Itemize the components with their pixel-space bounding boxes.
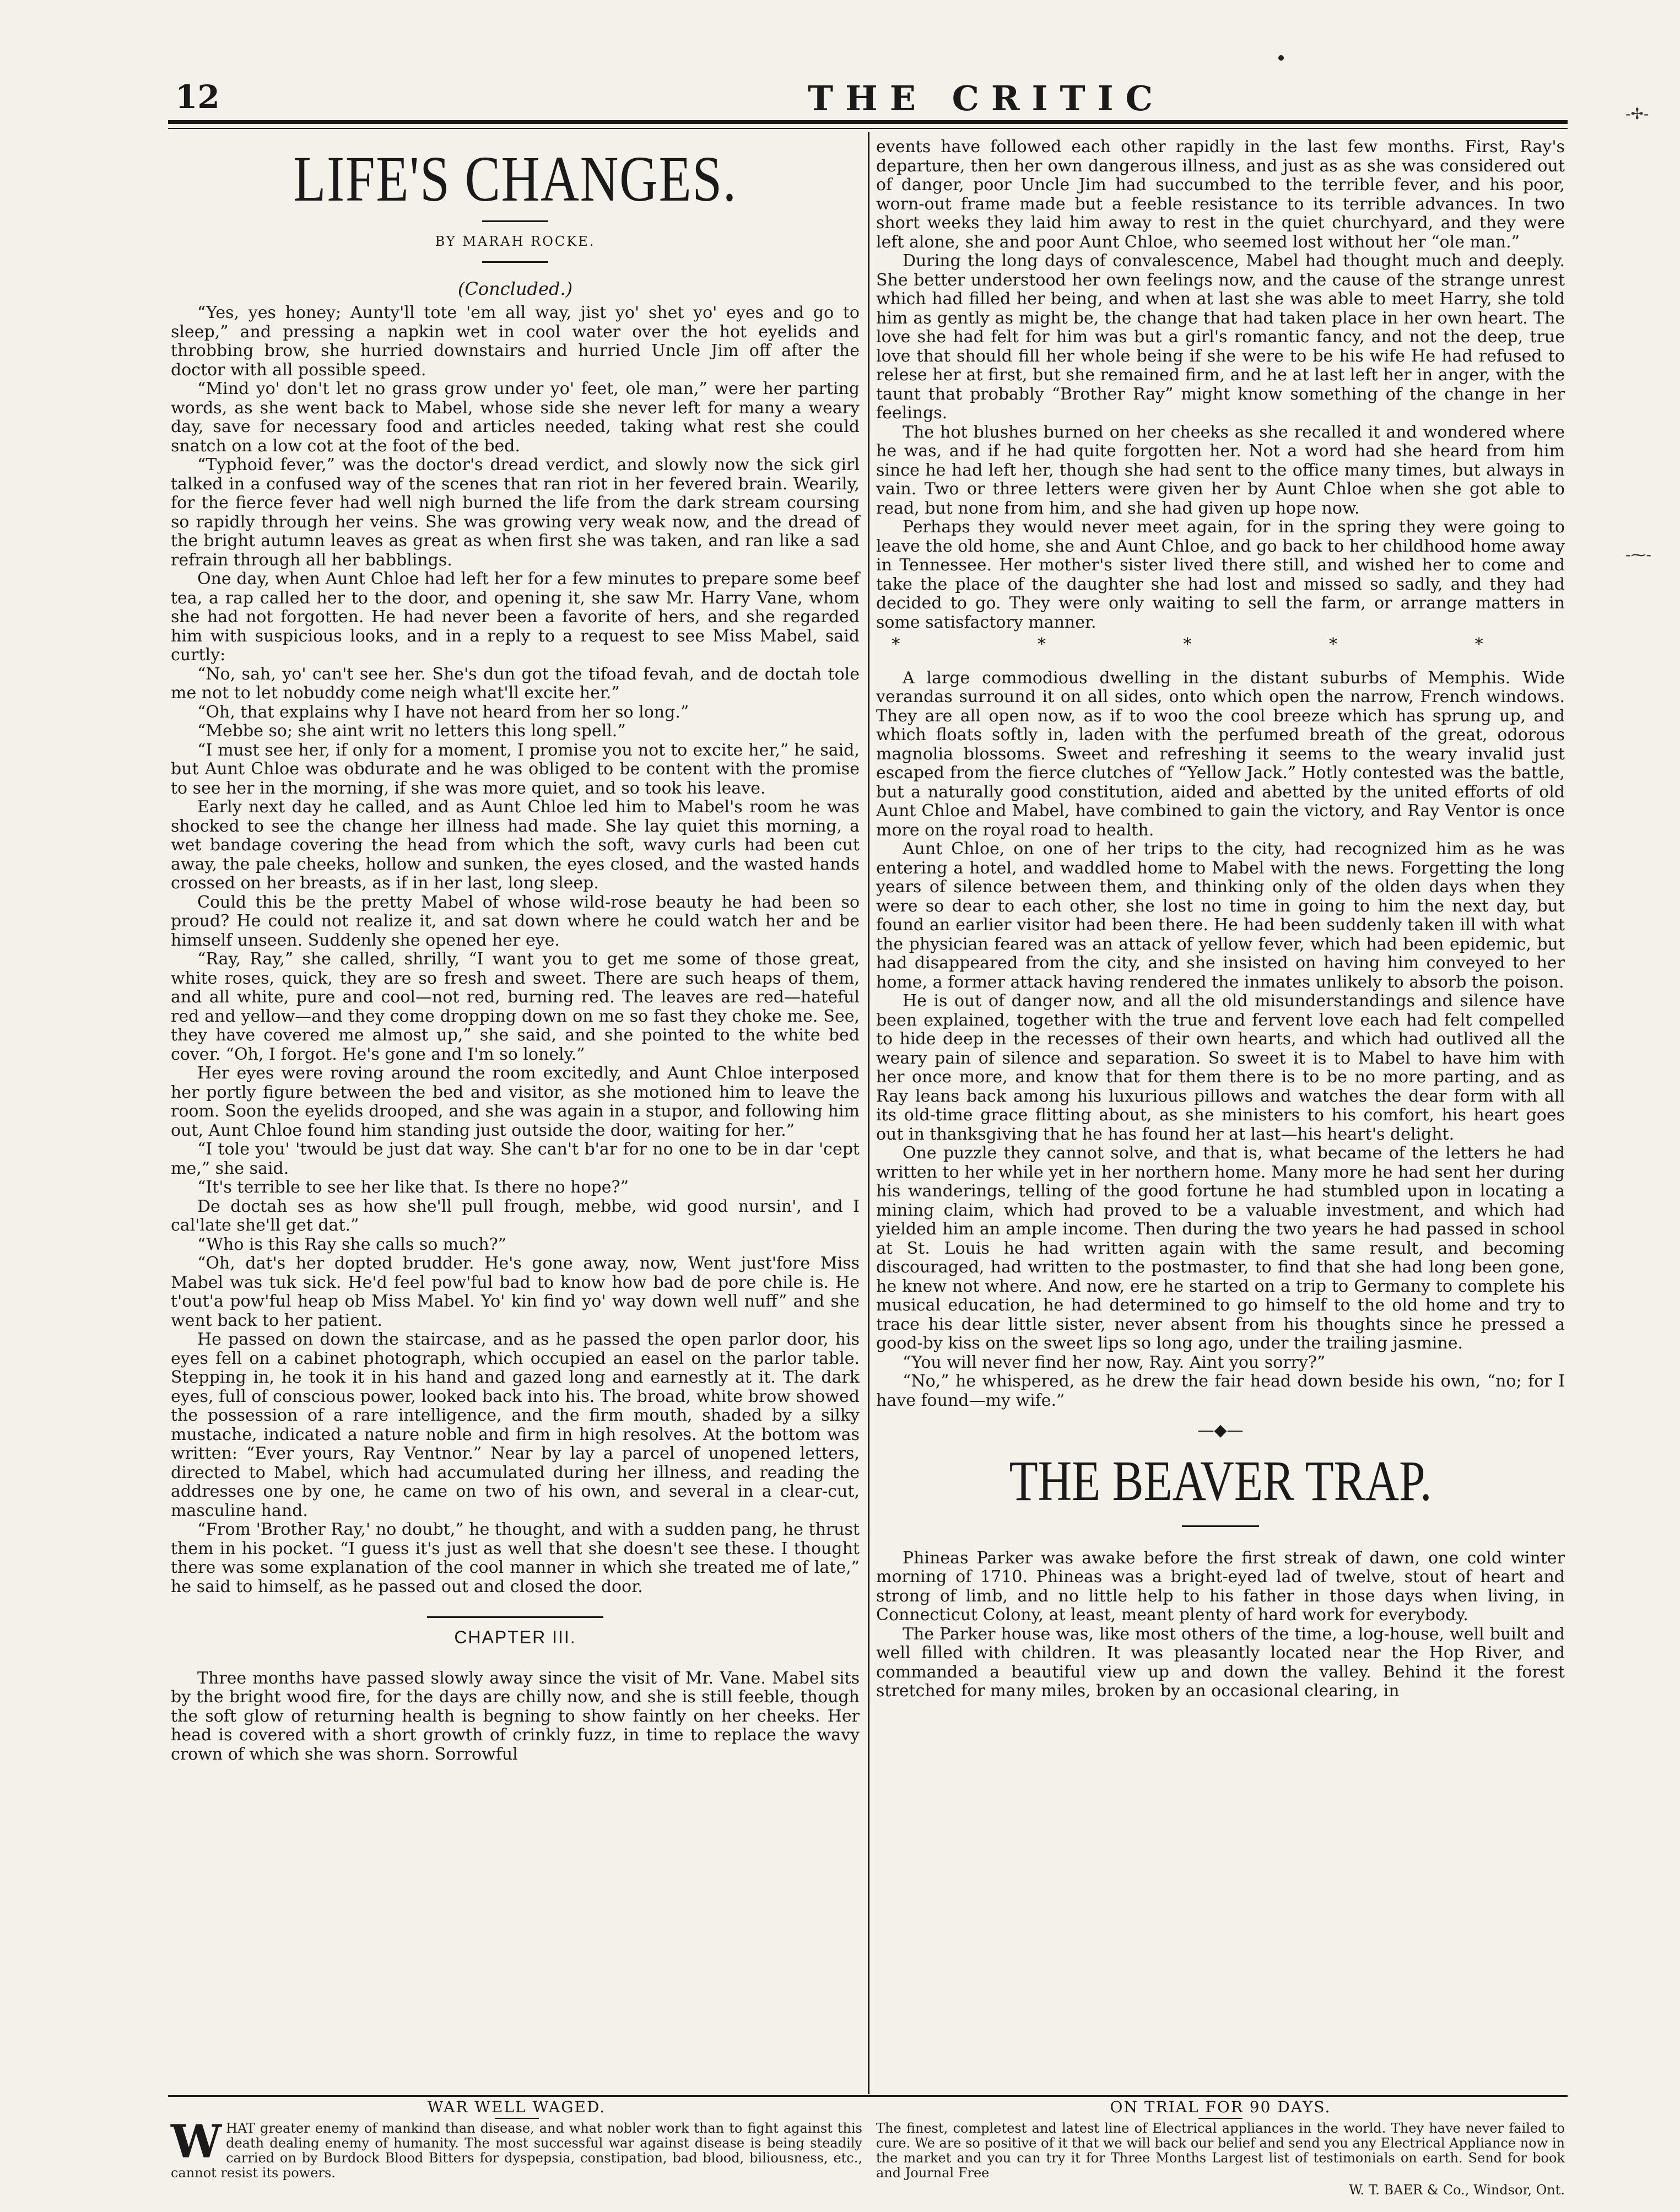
scan-speck [1278,55,1284,61]
page-number: 12 [175,78,220,116]
paragraph: “I must see her, if only for a moment, I promise you not to excite her,” he said, but Aunt Chloe was obdurate and he was obliged to be content with the promise to see her in the morning, if she was more quiet, and so took his leave. [171,740,860,798]
byline: BY MARAH ROCKE. [435,234,596,249]
paragraph: “Who is this Ray she calls so much?” [197,1234,507,1254]
paragraph: “Mind yo' don't let no grass grow under yo' feet, ole man,” were her parting words, as she went back to Mabel, whose side she never left for many a weary day, save for necessary food and articles needed, taking what rest she could snatch on a low cot at the foot of the bed. [171,379,860,456]
paragraph: The Parker house was, like most others of the time, a log-house, well built and well filled with children. It was pleasantly located near the Hop River, and commanded a beautiful view up and down the valley. Behind it the forest stretched for many miles, broken by an occasional clearing, in [876,1624,1565,1701]
advertisement-right [876,2100,1565,2198]
paragraph: One puzzle they cannot solve, and that is, what became of the letters he had written to her while yet in her northern home. Many more he had sent her during his wanderings, telling of the good fortune he had stumbled upon in locating a mining claim, which had proved to be a valuable investment, and which had yielded him an ample income. Then during the two years he had passed in school at St. Louis he had written again with the same result, and becoming discouraged, had written to the postmaster, to find that she had long been gone, he knew not where. And now, ere he started on a trip to Germany to complete his musical education, he had determined to go himself to the old home and try to trace his dear little sister, never absent from his thoughts since he pressed a good-by kiss on the sweet lips so long ago, under the trailing jasmine. [876,1143,1565,1353]
scan-mark: -⁓- [1625,546,1651,564]
paragraph: events have followed each other rapidly in the last few months. First, Ray's departure, then her own dangerous illness, and just as as she was considered out of danger, poor Uncle Jim had succumbed to the terrible fever, and his poor, worn-out frame made but a feeble resistance to its terrible advances. In two short weeks they laid him away to rest in the quiet churchyard, and they were left alone, she and poor Aunt Chloe, who seemed lost without her “ole man.” [876,137,1565,252]
ad-text: The finest, completest and latest line of Electrical appliances in the world. They have never failed to cure. We are so positive of it that we will back our belief and send you any Electrical Appliance now in the market and you can try it for Three Months Largest list of testimonials on earth. Send for book and Journal Free [876,2121,1565,2181]
ornament-divider: —◆— [1197,1421,1244,1440]
story-title: LIFE'S CHANGES. [293,143,737,215]
paragraph: “From 'Brother Ray,' no doubt,” he thought, and with a sudden pang, he thrust them in his pocket. “I guess it's just as well that she doesn't see these. I thought there was some explanation of the cool manner in which she treated me of late,” he said to himself, as he passed out and closed the door. [171,1520,860,1596]
title-rule [1182,1525,1259,1527]
scan-mark: -✢- [1625,105,1649,123]
story-title: THE BEAVER TRAP. [1009,1449,1432,1513]
paragraph: A large commodious dwelling in the distant suburbs of Memphis. Wide verandas surround it on all sides, onto which open the narrow, French windows. They are all open now, as if to woo the cool breeze which has sprung up, and which floats softly in, laden with the perfumed breath of the great, odorous magnolia blossoms. Sweet and refreshing it seems to the weary invalid just escaped from the fierce clutches of “Yellow Jack.” Hotly contested was the battle, but a naturally good constitution, aided and abetted by the united efforts of old Aunt Chloe and Mabel, have combined to gain the victory, and Ray Ventor is once more on the royal road to health. [876,668,1565,840]
paragraph: Her eyes were roving around the room excitedly, and Aunt Chloe interposed her portly figure between the bed and visitor, as she motioned him to leave the room. Soon the eyelids drooped, and she was again in a stupor, and following him out, Aunt Chloe found him standing just outside the door, waiting for her.” [171,1064,860,1140]
paragraph: “Oh, that explains why I have not heard from her so long.” [197,702,689,722]
paragraph: He is out of danger now, and all the old misunderstandings and silence have been explained, together with the true and fervent love each had felt compelled to hide deep in the recesses of their own hearts, and which had outlived all the weary pain of silence and separation. So sweet it is to Mabel to have him with her once more, and know that for them there is to be no more parting, and as Ray leans back among his luxurious pillows and watches the dear form with all its old-time grace flitting about, as she ministers to his comfort, his heart goes out in thanksgiving that he has found her at last—his heart's delight. [876,991,1565,1144]
ad-text: HAT greater enemy of mankind than disease, and what nobler work than to fight against this death dealing enemy of humanity. The most successful war against disease is being steadily carried on by Burdock Blood Bitters for dyspepsia, constipation, bad blood, biliousness, etc., cannot resist its powers. [171,2121,862,2181]
paragraph: Three months have passed slowly away since the visit of Mr. Vane. Mabel sits by the bright wood fire, for the days are chilly now, and she is still feeble, though the soft glow of returning health is begning to show faintly on her cheeks. Her head is covered with a short growth of crinkly fuzz, in time to replace the wavy crown of which she was shorn. Sorrowful [171,1668,860,1764]
paragraph: Perhaps they would never meet again, for in the spring they were going to leave the old home, she and Aunt Chloe, and go back to her childhood home away in Tennessee. Her mother's sister lived there still, and wished her to come and take the place of the daughter she had lost and missed so sadly, and they had decided to go. They were only waiting to sell the farm, or arrange matters in some satisfactory manner. [876,517,1565,632]
paragraph: “I tole you' 'twould be just dat way. She can't b'ar for no one to be in dar 'cept me,” she said. [171,1140,860,1178]
paragraph: “No,” he whispered, as he drew the fair head down beside his own, “no; for I have found—my wife.” [876,1372,1565,1410]
advertisement-left [171,2100,862,2181]
paragraph: One day, when Aunt Chloe had left her for a few minutes to prepare some beef tea, a rap called her to the door, and opening it, she saw Mr. Harry Vane, whom she had not forgotten. He had never been a favorite of hers, and she regarded him with suspicious looks, and in a reply to a request to see Miss Mabel, said curtly: [171,569,860,665]
paragraph: “No, sah, yo' can't see her. She's dun got the tifoad fevah, and de doctah tole me not to let nobuddy come neigh what'll excite her.” [171,664,860,703]
header-rule-thin [168,128,1568,129]
paragraph: He passed on down the staircase, and as he passed the open parlor door, his eyes fell on a cabinet photograph, which occupied an easel on the parlor table. Stepping in, he took it in his hand and gazed long and earnestly at it. The dark eyes, full of conscious power, looked back into his. The broad, white brow showed the possession of a rare intelligence, and the firm mouth, shaded by a silky mustache, indicated a nature noble and firm in high resolves. At the bottom was written: “Ever yours, Ray Ventnor.” Near by lay a parcel of unopened letters, directed to Mabel, which had accumulated during her illness, and reading the addresses one by one, he came on two of his own, and several in a clear-cut, masculine hand. [171,1330,860,1520]
concluded-note: (Concluded.) [457,278,573,299]
chapter-heading: CHAPTER III. [454,1627,576,1647]
ad-title-rule [1198,2118,1243,2119]
paragraph: “Yes, yes honey; Aunty'll tote 'em all way, jist yo' shet yo' eyes and go to sleep,” and pressing a napkin wet in cool water over the hot eyelids and throbbing brow, she hurried downstairs and hurried Uncle Jim off after the doctor with all possible speed. [171,303,860,380]
paragraph: “It's terrible to see her like that. Is there no hope?” [197,1178,629,1197]
masthead: THE CRITIC [808,78,1165,118]
ads-divider-rule [168,2095,1568,2097]
ad-signature: W. T. BAER & Co., Windsor, Ont. [1349,2182,1565,2198]
left-column [171,138,860,1764]
drop-cap: W [171,2116,222,2168]
paragraph: During the long days of convalescence, Mabel had thought much and deeply. She better understood her own feelings now, and the cause of the strange unrest which had filled her being, and when at last she was able to meet Harry, she told him as gently as might be, the change that had taken place in her own heart. The love she had felt for him was but a girl's romantic fancy, and not the deep, true love that should fill her whole being if she were to be his wife He had refused to relese her at first, but she remained firm, and he at last left her in anger, with the taunt that probably “Brother Ray” might know something of the change in her feelings. [876,251,1565,423]
paragraph: The hot blushes burned on her cheeks as she recalled it and wondered where he was, and if he had quite forgotten her. Not a word had she heard from him since he had left her, though she had sent to the office many times, but always in vain. Two or three letters were given her by Aunt Chloe when she got able to read, but none from him, and she had given up hope now. [876,422,1565,518]
paragraph: Aunt Chloe, on one of her trips to the city, had recognized him as he was entering a hotel, and waddled home to Mabel with the news. Forgetting the long years of silence between them, and thinking only of the olden days when they were so dear to each other, she lost no time in going to him the next day, but found an earlier visitor had been there. He had been suddenly taken ill with what the physician feared was an attack of yellow fever, which had been epidemic, but had disappeared from the city, and she insisted on having him conveyed to her home, a former attack having rendered the inmates unlikely to absorb the poison. [876,839,1565,992]
paragraph: Could this be the pretty Mabel of whose wild-rose beauty he had been so proud? He could not realize it, and sat down where he could watch her and be himself unseen. Suddenly she opened her eye. [171,892,860,950]
paragraph: Early next day he called, and as Aunt Chloe led him to Mabel's room he was shocked to see the change her illness had made. She lay quiet this morning, a wet bandage covering the head from which the soft, wavy curls had been cut away, the pale cheeks, hollow and sunken, the eyes closed, and the wasted hands crossed on her breasts, as if in her last, long sleep. [171,797,860,893]
byline-rule [482,261,548,263]
right-column [876,138,1565,1701]
paragraph: “Ray, Ray,” she called, shrilly, “I want you to get me some of those great, white roses, quick, they are so fresh and sweet. There are such heaps of them, and all white, pure and cool—not red, burning red. The leaves are red—hateful red and yellow—and they come dropping down on me so fast they choke me. See, they have covered me almost up,” she said, and she pointed to the white bed cover. “Oh, I forgot. He's gone and I'm so lonely.” [171,949,860,1064]
chapter-rule [427,1616,603,1618]
ad-title: ON TRIAL FOR 90 DAYS. [1110,2098,1331,2116]
section-break-stars: * * * * * [892,635,1549,654]
paragraph: “Typhoid fever,” was the doctor's dread verdict, and slowly now the sick girl talked in a confused way of the scenes that ran riot in her fevered brain. Wearily, for the fierce fever had well nigh burned the life from the dark stream coursing so rapidly through her veins. She was growing very weak now, and the dread of the bright autumn leaves as great as when first she was taken, and ran like a sad refrain through all her babblings. [171,455,860,570]
paragraph: “Mebbe so; she aint writ no letters this long spell.” [197,721,626,741]
ad-title-rule [495,2118,539,2119]
paragraph: “Oh, dat's her dopted brudder. He's gone away, now, Went just'fore Miss Mabel was tuk sick. He'd feel pow'ful bad to know how bad de pore chile is. He t'out'a pow'ful heap ob Miss Mabel. Yo' kin find yo' way down well nuff” and she went back to her patient. [171,1254,860,1330]
paragraph: “You will never find her now, Ray. Aint you sorry?” [903,1352,1326,1372]
header-rule-thick [168,120,1568,124]
ad-title: WAR WELL WAGED. [427,2098,606,2116]
title-rule [482,220,548,222]
column-divider [868,132,869,2094]
paragraph: Phineas Parker was awake before the first streak of dawn, one cold winter morning of 1710. Phineas was a bright-eyed lad of twelve, stout of heart and strong of limb, and no little help to his father in those days when living, in Connecticut Colony, at least, meant plenty of hard work for everybody. [876,1548,1565,1625]
paragraph: De doctah ses as how she'll pull frough, mebbe, wid good nursin', and I cal'late she'll get dat.” [171,1196,860,1235]
